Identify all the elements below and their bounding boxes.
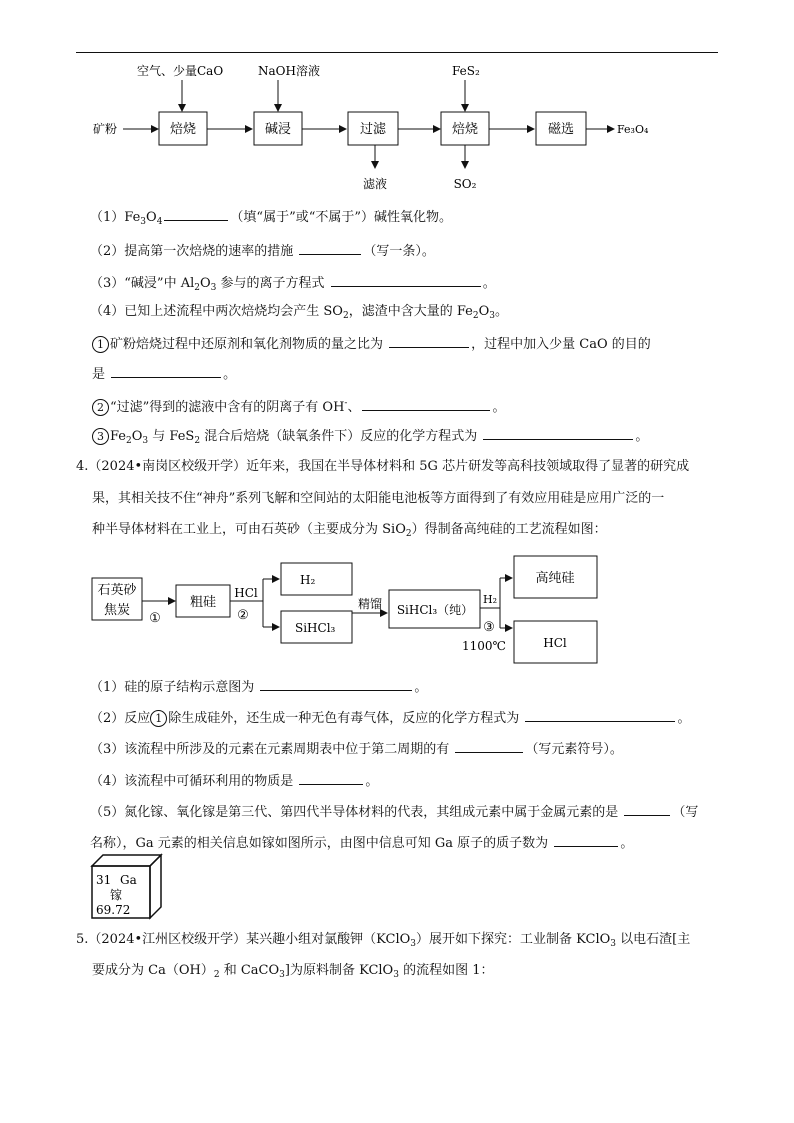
naoh-label: NaOH溶液 — [258, 64, 320, 78]
roast-box-1-label: 焙烧 — [169, 122, 197, 137]
q4-text-line2: 果，其相关技不住“神舟”系列飞解和空间站的太阳能电池板等方面得到了有效应用硅是应用广泛的一 — [92, 491, 665, 506]
q4-part1: （1）硅的原子结构示意图为 。 — [90, 676, 427, 698]
q3-part1: $(1)Fe_3O_4$ （填“属于”或“不属于”）碱性氧化物。 — [90, 206, 452, 228]
q4-text-line1: 4.（2024•南岗区校级开学）近年来，我国在半导体材料和 5G 芯片研发等高科技领域取得了显著的研究成 — [76, 459, 690, 474]
roast-box-2-label: 焙烧 — [451, 122, 479, 137]
circled-number: 3 — [92, 428, 109, 445]
element-name: 镓 — [110, 888, 123, 902]
filter-label: 过滤 — [359, 122, 387, 137]
fe3o4-product-label: Fe₃O₄ — [617, 123, 649, 136]
hcl-input-label: HCl — [234, 586, 258, 600]
q4-part3: （3）该流程中所涉及的元素在元素周期表中位于第二周期的有 （写元素符号）。 — [90, 738, 623, 760]
sihcl3-box-label: SiHCl₃ — [295, 621, 336, 635]
crude-silicon-label: 粗硅 — [189, 595, 217, 610]
q3-part2: （2）提高第一次焙烧的速率的措施 （写一条）。 — [90, 240, 435, 262]
element-symbol: Ga — [120, 873, 137, 887]
q3-part4: （4）已知上述流程中两次焙烧均会产生 $SO_2$，滤渣中含大量的 $Fe_2O_3$。 — [90, 304, 508, 321]
pure-silicon-label: 高纯硅 — [535, 571, 575, 586]
q4-part5: （5）氮化镓、氧化镓是第三代、第四代半导体材料的代表，其组成元素中属于金属元素的是 （写 — [90, 801, 698, 823]
circled-number: 1 — [150, 710, 167, 727]
ore-powder-label: 矿粉 — [93, 122, 118, 136]
circled-number: 1 — [92, 336, 109, 353]
step3-label: ③ — [483, 620, 495, 635]
filtrate-label: 滤液 — [362, 177, 388, 191]
q4-part4: （4）该流程中可循环利用的物质是 。 — [90, 770, 378, 792]
fes2-label: FeS₂ — [452, 64, 480, 78]
atomic-mass: 69.72 — [96, 903, 131, 917]
distillation-label: 精馏 — [357, 597, 383, 611]
air-cao-label: 空气、少量CaO — [137, 64, 224, 78]
q3-subpart3: 3 $Fe_2O_3$ 与 FeS$_2$ 混合后焙烧（缺氧条件下）反应的化学方程式为 。 — [92, 425, 648, 447]
q3-subpart2: 2 “过滤”得到的滤液中含有的阴离子有 OH-、 。 — [92, 396, 506, 418]
magnetic-separation-label: 磁选 — [547, 122, 575, 137]
h2-input-label: H₂ — [482, 593, 498, 606]
q5-text-line1: 5.（2024•江州区校级开学）某兴趣小组对氯酸钾（KClO$_3$）展开如下探究：工业制备 KClO$_3$ 以电石渣[主 — [76, 932, 691, 949]
alkali-leach-label: 碱浸 — [264, 122, 292, 137]
temperature-label: 1100℃ — [462, 639, 506, 653]
so2-label: SO₂ — [453, 177, 477, 191]
atomic-number: 31 — [96, 873, 112, 887]
q4-text-line3: 种半导体材料在工业上，可由石英砂（主要成分为 SiO$_2$）得制备高纯硅的工艺流程如图： — [92, 522, 607, 539]
pure-sihcl3-label: SiHCl₃（纯） — [396, 603, 474, 617]
h2-box-label: H₂ — [300, 573, 316, 587]
step1-label: ① — [149, 611, 161, 626]
step2-label: ② — [237, 608, 249, 623]
quartz-sand-label: 石英砂 — [97, 583, 137, 598]
q3-subpart1: 1 矿粉焙烧过程中还原剂和氧化剂物质的量之比为 ，过程中加入少量 CaO 的目的 — [92, 333, 651, 355]
hcl-output-label: HCl — [543, 636, 567, 650]
q3-part3: （3）“碱浸”中 $Al_2O_3$ 参与的离子方程式 。 — [90, 272, 496, 294]
coke-label: 焦炭 — [103, 603, 131, 618]
q5-text-line2: 要成分为 $Ca(OH)_2$ 和 CaCO$_3$]为原料制备 KClO$_3$ 的流程如图 1： — [92, 963, 494, 980]
circled-number: 2 — [92, 399, 109, 416]
q3-subpart1-cont: 是 。 — [92, 363, 236, 385]
q4-part5-cont: 名称），Ga 元素的相关信息如镓如图所示，由图中信息可知 Ga 原子的质子数为 。 — [90, 832, 633, 854]
q4-part2: （2）反应 1 除生成硅外，还生成一种无色有毒气体，反应的化学方程式为 。 — [90, 707, 690, 729]
